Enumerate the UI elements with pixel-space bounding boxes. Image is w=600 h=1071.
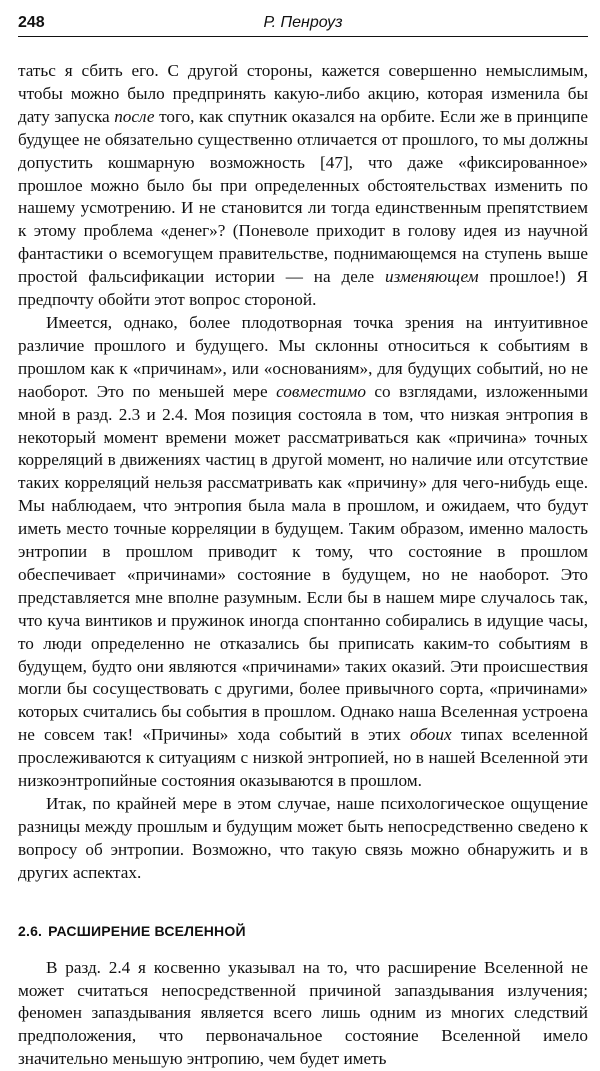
- emphasis-text: после: [114, 106, 155, 126]
- section-paragraph-1: [18, 957, 588, 1071]
- page-header: [18, 6, 588, 37]
- emphasis-text: совместимо: [276, 381, 366, 401]
- text-run: со взглядами, изложенными мной в разд. 2.3 и 2.4. Моя позиция состояла в том, что низкая энтропия в некоторый момент времени может рассматриваться как «причина» точных корреляций в движениях частиц в другой момент, но наличие или отсутствие таких корреляций нельзя рассматривать как «причину» для чего-нибудь еще. Мы наблюдаем, что энтропия была мала в прошлом, и ожидаем, что будут иметь место точные корреляции в будущем. Таким образом, именно малость энтропии в прошлом приводит к тому, что состояние в прошлом обеспечивает «причинами» состояние в будущем, но не наоборот. Это представляется мне вполне разумным. Если бы в нашем мире случалось так, что куча винтиков и пружинок иногда спонтанно собирались в идущие часы, то люди определенно не отказались бы приписать каким-то событиям в будущем, будто они являются «причинами» таких оказий. Эти происшествия могли бы сосуществовать с другими, более привычного сорта, «причинами» которых считались бы события в прошлом. Однако наша Вселенная устроена не совсем так! «Причины» хода событий в этих: [18, 381, 588, 745]
- text-run: прошлое!) Я предпочту обойти этот вопрос стороной.: [18, 267, 588, 310]
- paragraph-2: [18, 312, 588, 793]
- text-run: Итак, по крайней мере в этом случае, наше психологическое ощущение разницы между прошлым и будущим может быть непосредственно сведено к вопросу об энтропии. Возможно, что такую связь можно обнаружить и в других аспектах.: [18, 794, 588, 882]
- page-number: 248: [18, 14, 45, 31]
- body-text: [18, 60, 588, 1071]
- text-run: типах вселенной прослеживаются к ситуациям с низкой энтропией, но в нашей Вселенной эти низкоэнтропийные состояния оказываются в прошлом.: [18, 725, 588, 791]
- text-run: Имеется, однако, более плодотворная точка зрения на интуитивное различие прошлого и будущего. Мы склонны относиться к событиям в прошлом как к «причинам», или «основаниям», для будущих событий, но не наоборот. Это по меньшей мере: [18, 312, 588, 401]
- text-run: того, как спутник оказался на орбите. Если же в принципе будущее не обязательно существенно отличается от прошлого, то мы должны допустить кошмарную возможность [47], что даже «фиксированное» прошлое можно было бы при определенных обстоятельствах изменить по нашему усмотрению. И не становится ли тогда единственным препятствием к этому проблема «денег»? (Поневоле приходит в голову идея из научной фантастики о всемогущем правительстве, поднимающемся на ступень выше простой фальсификации истории — на деле: [18, 106, 588, 287]
- emphasis-text: изменяющем: [384, 267, 479, 287]
- emphasis-text: обоих: [409, 725, 452, 745]
- text-run: В разд. 2.4 я косвенно указывал на то, что расширение Вселенной не может считаться непосредственной причиной запаздывания излучения; феномен запаздывания является всего лишь одним из многих следствий предположения, что первоначальное состояние Вселенной имело значительно меньшую энтропию, чем будет иметь: [18, 957, 588, 1069]
- section-heading: [18, 921, 588, 941]
- section-title: РАСШИРЕНИЕ ВСЕЛЕННОЙ: [48, 922, 246, 939]
- paragraph-1: [18, 60, 588, 312]
- section-number: 2.6.: [18, 922, 43, 939]
- running-head: Р. Пенроуз: [263, 14, 343, 31]
- text-run: татьс я сбить его. С другой стороны, кажется совершенно немыслимым, чтобы можно было предпринять какую-либо акцию, которая изменила бы дату запуска: [18, 61, 588, 126]
- paragraph-3: [18, 793, 588, 885]
